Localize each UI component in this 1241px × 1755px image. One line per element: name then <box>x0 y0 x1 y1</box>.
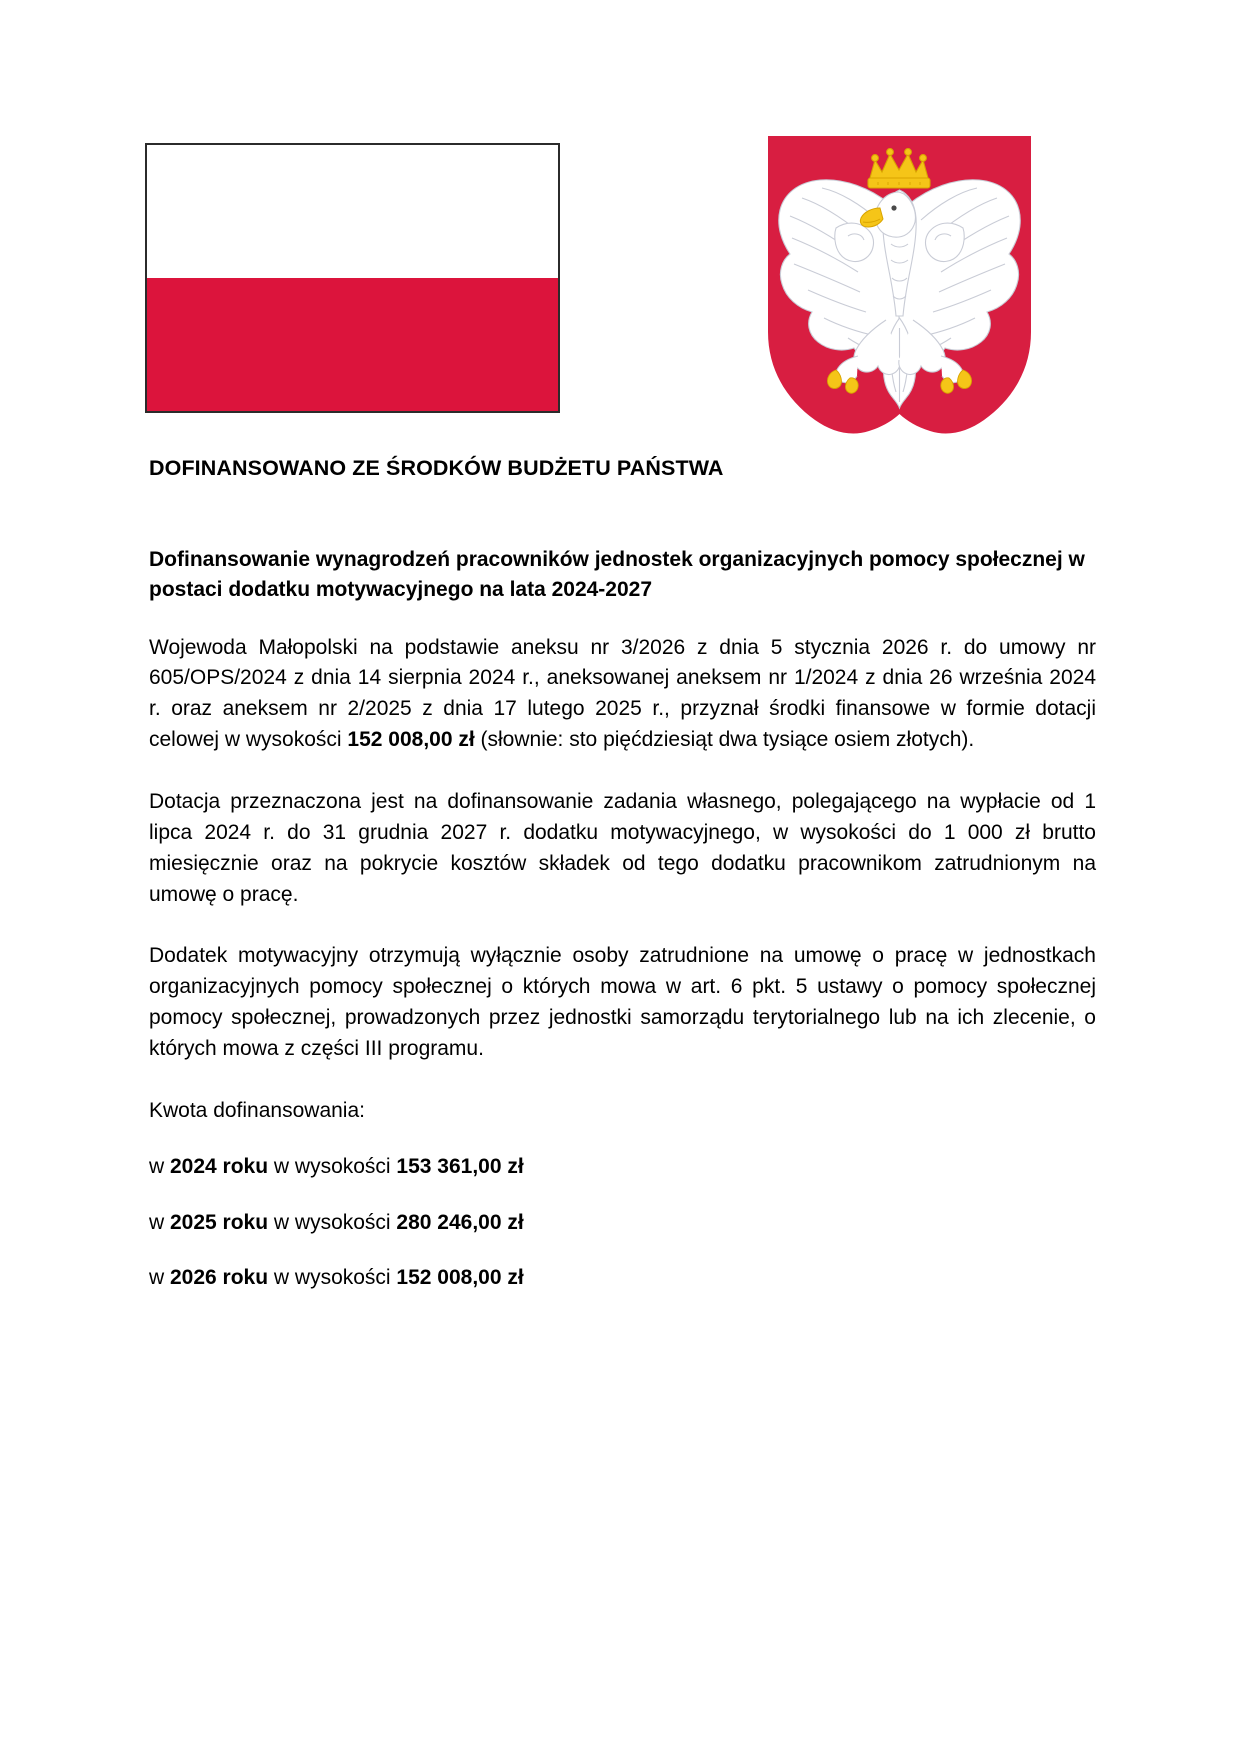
amount-year-2025: 2025 roku <box>170 1210 269 1234</box>
amount-line-2026 <box>149 1263 1096 1294</box>
amount-middle-2024: w wysokości <box>268 1154 397 1178</box>
amount-prefix-2024: w <box>149 1154 170 1178</box>
paragraph-1-text-before: Wojewoda Małopolski na podstawie aneksu nr 3/2026 z dnia 5 stycznia 2026 r. do umowy nr 605/OPS/2024 z dnia 14 sierpnia 2024 r., aneksowanej aneksem nr 1/2024 z dnia 26 września 2024 r. oraz aneksem nr 2/2025 z dnia 17 lutego 2025 r., przyznał środki finansowe w formie dotacji celowej w wysokości <box>149 635 1096 752</box>
flag-red-stripe <box>147 278 558 411</box>
polish-coat-of-arms <box>762 132 1037 444</box>
grant-amount-total: 152 008,00 zł <box>347 728 475 752</box>
main-heading: DOFINANSOWANO ZE ŚRODKÓW BUDŻETU PAŃSTWA <box>149 456 724 480</box>
paragraph-eligibility: Dodatek motywacyjny otrzymują wyłącznie osoby zatrudnione na umowę o pracę w jednostkach organizacyjnych pomocy społecznej o których mowa w art. 6 pkt. 5 ustawy o pomocy społecznej pomocy społecznej, prowadzonych przez jednostki samorządu terytorialnego lub na ich zlecenie, o których mowa z części III programu. <box>149 944 1096 1061</box>
amount-line-2024 <box>149 1152 1096 1183</box>
paragraph-1-text-after: (słownie: sto pięćdziesiąt dwa tysiące osiem złotych). <box>474 728 975 752</box>
funding-amount-label: Kwota dofinansowania: <box>149 1098 365 1122</box>
amount-value-2026: 152 008,00 zł <box>396 1266 524 1290</box>
amount-middle-2025: w wysokości <box>268 1210 397 1234</box>
flag-white-stripe <box>147 145 558 278</box>
emblem-row <box>0 0 1241 440</box>
polish-flag <box>145 143 560 413</box>
amount-prefix-2025: w <box>149 1210 170 1234</box>
document-body <box>149 455 1096 1294</box>
amount-year-2024: 2024 roku <box>170 1154 269 1178</box>
amount-middle-2026: w wysokości <box>268 1266 397 1290</box>
paragraph-grant-purpose: Dotacja przeznaczona jest na dofinansowanie zadania własnego, polegającego na wypłacie od 1 lipca 2024 r. do 31 grudnia 2027 r. dodatku motywacyjnego, w wysokości do 1 000 zł brutto miesięcznie oraz na pokrycie kosztów składek od tego dodatku pracownikom zatrudnionym na umowę o pracę. <box>149 790 1096 906</box>
program-subtitle: Dofinansowanie wynagrodzeń pracowników jednostek organizacyjnych pomocy społecznej w postaci dodatku motywacyjnego na lata 2024-2027 <box>149 547 1085 601</box>
paragraph-grant-basis <box>149 633 1096 756</box>
amount-line-2025 <box>149 1208 1096 1239</box>
amount-value-2025: 280 246,00 zł <box>396 1210 524 1234</box>
amount-year-2026: 2026 roku <box>170 1266 269 1290</box>
amount-prefix-2026: w <box>149 1266 170 1290</box>
amount-value-2024: 153 361,00 zł <box>396 1154 524 1178</box>
